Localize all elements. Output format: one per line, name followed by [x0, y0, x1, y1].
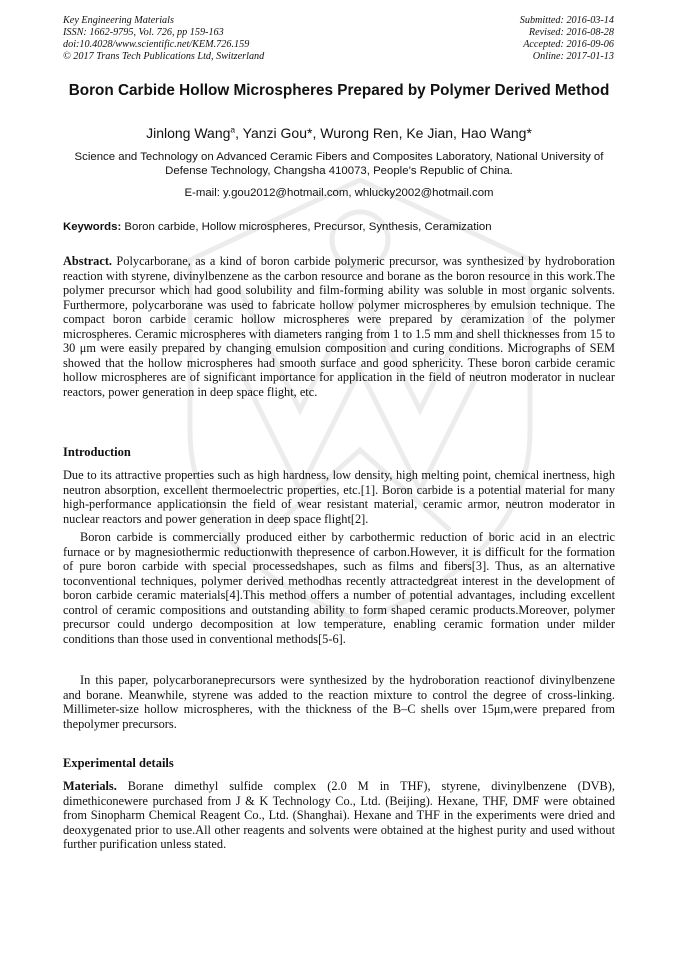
abstract-label: Abstract. [63, 254, 113, 268]
intro-paragraph-3: In this paper, polycarboraneprecursors were synthesized by the hydroboration reactionof divinylbenzene and borane. Meanwhile, styrene was added to the reaction mixture to control the degree of cross-linking. Millimeter-size hollow microspheres, with the thickness of the B–C shells over 15μm,were prepared from thepolymer precursors. [63, 673, 615, 731]
author-list [63, 124, 615, 142]
submitted-date: Submitted: 2016-03-14 [519, 15, 614, 26]
materials-text: Borane dimethyl sulfide complex (2.0 M in THF), styrene, divinylbenzene (DVB), dimethiconewere purchased from J & K Technology Co., Ltd. (Beijing). Hexane, THF, DMF were obtained from Sinopharm Chemical Reagent Co., Ltd. (Shanghai). Hexane and THF in the experiments were dried and deoxygenated prior to use.All other reagents and solvents were obtained at the highest purity and used without further purification unless stated. [63, 779, 615, 852]
contact-email: E-mail: y.gou2012@hotmail.com, whlucky2002@hotmail.com [184, 187, 494, 199]
introduction-heading: Introduction [63, 445, 131, 459]
experimental-heading: Experimental details [63, 756, 174, 770]
abstract-text: Polycarborane, as a kind of boron carbide polymeric precursor, was synthesized by hydroboration reaction with styrene, divinylbenzene as the carbon resource and borane as the boron resource in this work.The polymer precursor which had good solubility and film-forming ability was soluble in most organic solvents. Furthermore, polycarborane was used to fabricate hollow polymer microspheres by emulsion technique. The compact boron carbide ceramic hollow microspheres were prepared by ceramization of the polymer microspheres. Ceramic microspheres with diameters ranging from 1 to 1.5 mm and shell thicknesses from 15 to 30 μm were easily prepared by changing emulsion composition and curing conditions. Micrographs of SEM showed that the hollow microspheres had smooth surface and good sphericity. These boron carbide ceramic hollow microspheres are of significant importance for application in the field of neutron moderator in nuclear reactors, power generation in deep space flight, etc. [63, 254, 615, 399]
copyright: © 2017 Trans Tech Publications Ltd, Switzerland [63, 51, 265, 62]
keywords [63, 220, 615, 234]
intro-paragraph-2: Boron carbide is commercially produced either by carbothermic reduction of boric acid in an electric furnace or by magnesiothermic reductionwith thepresence of carbon.However, it is difficult for the formation of pure boron carbide with special processedshapes, such as films and fibers[3]. Thus, as an alternative toconventional techniques, polymer derived methodhas recently attractedgreat interest in the development of boron carbide ceramic materials[4].This method offers a number of potential advantages, including excellent control of ceramic compositions and outstanding ability to form shaped ceramic products.Moreover, polymer precursor could undergo decomposition at low temperature, enabling ceramic formation under milder conditions than those used in conventional methods[5-6]. [63, 530, 615, 646]
other-authors: , Yanzi Gou*, Wurong Ren, Ke Jian, Hao Wang* [235, 125, 532, 141]
intro-paragraph-1: Due to its attractive properties such as high hardness, low density, high melting point, chemical inertness, high neutron absorption, excellent thermoelectric properties, etc.[1]. Boron carbide is a potential material for many high-performance applicationsin the field of wear resistant material, ceramic armor, neutron moderator in nuclear reactors and power generation in deep space flight[2]. [63, 468, 615, 526]
revised-date: Revised: 2016-08-28 [528, 27, 614, 38]
paper-title: Boron Carbide Hollow Microspheres Prepared by Polymer Derived Method [68, 82, 610, 99]
first-author-affil-mark: a [230, 124, 236, 135]
keywords-text: Boron carbide, Hollow microspheres, Precursor, Synthesis, Ceramization [121, 221, 492, 233]
affiliation: Science and Technology on Advanced Ceramic Fibers and Composites Laboratory, National University of Defense Technology, Changsha 410073, People’s Republic of China. [74, 151, 604, 177]
first-author: Jinlong Wang [146, 125, 231, 141]
submission-dates [520, 15, 614, 63]
accepted-date: Accepted: 2016-09-06 [523, 39, 614, 50]
materials-label: Materials. [63, 779, 117, 793]
abstract [63, 254, 615, 399]
materials-paragraph [63, 779, 615, 852]
journal-name: Key Engineering Materials [63, 15, 174, 26]
issn-volume-pages: ISSN: 1662-9795, Vol. 726, pp 159-163 [63, 27, 224, 38]
journal-meta [63, 15, 264, 63]
keywords-label: Keywords: [63, 221, 122, 233]
doi: doi:10.4028/www.scientific.net/KEM.726.159 [63, 39, 250, 50]
online-date: Online: 2017-01-13 [532, 51, 614, 62]
